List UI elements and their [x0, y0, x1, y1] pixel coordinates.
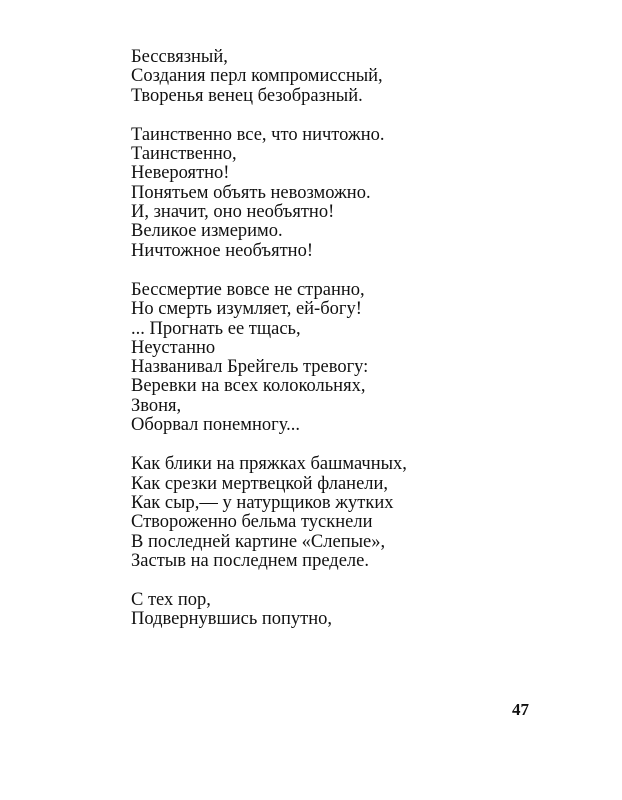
poem-line: Названивал Брейгель тревогу:: [131, 357, 369, 378]
poem-line: ... Прогнать ее тщась,: [131, 318, 301, 339]
stanza-3: [131, 281, 571, 435]
poem-line: Ничтожное необъятно!: [131, 240, 313, 261]
poem-line: И, значит, оно необъятно!: [131, 202, 335, 223]
poem-line: Понятьем объять невозможно.: [131, 182, 371, 203]
poem-line: В последней картине «Слепые»,: [131, 531, 386, 552]
stanza-2: [131, 126, 571, 261]
poem-line: Великое измеримо.: [131, 221, 283, 242]
poem-line: Как срезки мертвецкой фланели,: [131, 473, 389, 494]
poem-line: Створоженно бельма тускнели: [131, 512, 373, 533]
poem-line: Творенья венец безобразный.: [131, 85, 363, 106]
poem-line: Застыв на последнем пределе.: [131, 550, 369, 571]
poem-line: Как блики на пряжках башмачных,: [131, 454, 407, 475]
poem-line: Оборвал понемногу...: [131, 415, 300, 436]
stanza-1: [131, 48, 571, 106]
poem-line: Таинственно все, что ничтожно.: [131, 124, 385, 145]
poem-line: Звоня,: [131, 395, 182, 416]
poem-line: Бессвязный,: [131, 47, 228, 67]
poem-line: Бессмертие вовсе не странно,: [131, 279, 365, 300]
poem-line: Подвернувшись попутно,: [131, 609, 333, 630]
poem-line: Как сыр,— у натурщиков жутких: [131, 492, 394, 513]
page-number: 47: [512, 700, 529, 719]
poem-line: Но смерть изумляет, ей-богу!: [131, 299, 362, 320]
poem-line: Невероятно!: [131, 163, 230, 184]
poem-line: Создания перл компромиссный,: [131, 66, 383, 87]
stanza-4: [131, 455, 571, 571]
poem-line: Веревки на всех колокольнях,: [131, 376, 366, 397]
poem-line: С тех пор,: [131, 590, 211, 611]
poem-line: Неустанно: [131, 337, 216, 358]
stanza-5: [131, 591, 571, 630]
poem-text: [131, 48, 571, 630]
poem-line: Таинственно,: [131, 144, 237, 165]
